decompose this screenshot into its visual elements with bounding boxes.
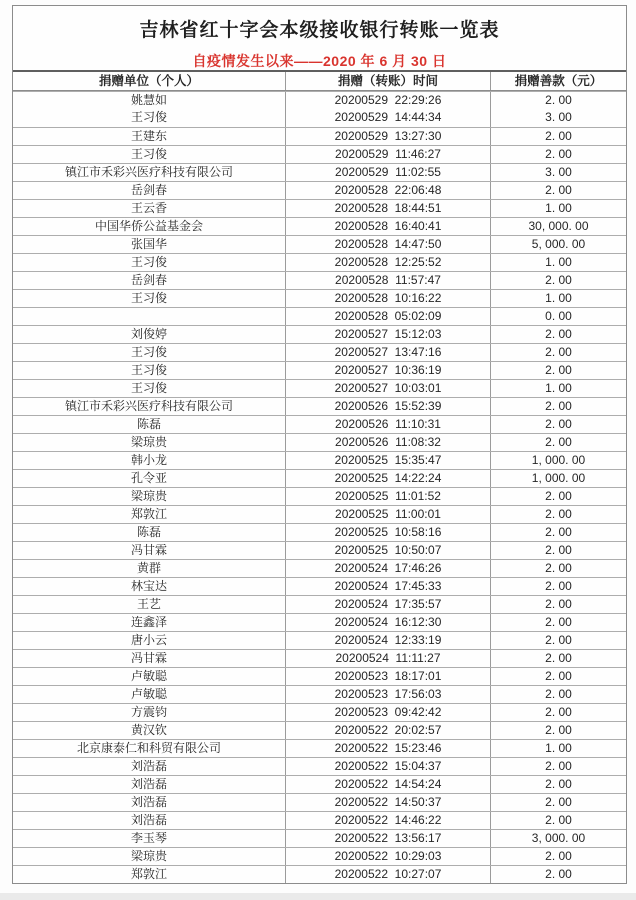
amount-cell: 2. 00	[545, 705, 572, 719]
amount-cell: 3. 00	[545, 165, 572, 179]
donor-cell: 陈磊	[13, 524, 286, 541]
amount-cell: 2. 00	[545, 273, 572, 287]
amount-cell: 2. 00	[545, 759, 572, 773]
amount-cell: 2. 00	[545, 345, 572, 359]
donor-cell: 黄汉钦	[13, 722, 286, 739]
time-cell: 20200524 17:45:33	[286, 578, 491, 595]
donor-cell: 刘俊婷	[13, 326, 286, 343]
donor-cell: 方震钧	[13, 704, 286, 721]
time-cell: 20200526 11:10:31	[286, 416, 491, 433]
time-cell: 20200524 12:33:19	[286, 632, 491, 649]
donor-cell: 刘浩磊	[13, 794, 286, 811]
table-row	[13, 865, 626, 883]
time-cell: 20200527 10:03:01	[286, 380, 491, 397]
table-row	[13, 145, 626, 163]
table-row	[13, 577, 626, 595]
donor-cell: 姚慧如	[13, 92, 286, 109]
table-row	[13, 307, 626, 325]
table-row	[13, 595, 626, 613]
time-cell: 20200522 15:23:46	[286, 740, 491, 757]
time-cell: 20200524 17:46:26	[286, 560, 491, 577]
amount-cell: 30, 000. 00	[528, 219, 589, 233]
donor-cell: 连鑫泽	[13, 614, 286, 631]
table-row	[13, 721, 626, 739]
table-row	[13, 127, 626, 145]
amount-cell: 2. 00	[545, 777, 572, 791]
time-cell: 20200522 15:04:37	[286, 758, 491, 775]
time-cell: 20200525 14:22:24	[286, 470, 491, 487]
amount-cell: 2. 00	[545, 93, 572, 107]
page-bottom-strip	[0, 893, 636, 900]
amount-cell: 2. 00	[545, 597, 572, 611]
page-subtitle: 自疫情发生以来——2020 年 6 月 30 日	[192, 53, 447, 69]
amount-cell: 2. 00	[545, 399, 572, 413]
title-area	[13, 6, 626, 70]
table-row	[13, 829, 626, 847]
time-cell: 20200528 11:57:47	[286, 272, 491, 289]
donor-cell: 王习俊	[13, 146, 286, 163]
amount-cell: 2. 00	[545, 579, 572, 593]
donor-cell: 孔令亚	[13, 470, 286, 487]
amount-cell: 2. 00	[545, 651, 572, 665]
donor-cell: 林宝达	[13, 578, 286, 595]
table-row	[13, 397, 626, 415]
time-cell: 20200527 15:12:03	[286, 326, 491, 343]
donor-cell: 郑敦江	[13, 506, 286, 523]
amount-cell: 0. 00	[545, 309, 572, 323]
amount-cell: 2. 00	[545, 849, 572, 863]
donor-cell: 黄群	[13, 560, 286, 577]
time-cell: 20200528 22:06:48	[286, 182, 491, 199]
time-cell: 20200524 11:11:27	[286, 650, 491, 667]
amount-cell: 2. 00	[545, 327, 572, 341]
table-row	[13, 469, 626, 487]
time-cell: 20200528 16:40:41	[286, 218, 491, 235]
donor-cell: 北京康泰仁和科贸有限公司	[13, 740, 286, 757]
table-row	[13, 739, 626, 757]
donation-table-box	[12, 5, 627, 884]
donor-cell: 王建东	[13, 128, 286, 145]
donor-cell: 郑敦江	[13, 866, 286, 883]
donor-cell: 王云香	[13, 200, 286, 217]
time-cell: 20200522 20:02:57	[286, 722, 491, 739]
table-row	[13, 235, 626, 253]
table-row	[13, 649, 626, 667]
donor-cell: 冯甘霖	[13, 650, 286, 667]
amount-cell: 2. 00	[545, 417, 572, 431]
table-header-row	[13, 72, 626, 91]
table-row	[13, 415, 626, 433]
table-row	[13, 289, 626, 307]
table-row	[13, 163, 626, 181]
time-cell: 20200527 13:47:16	[286, 344, 491, 361]
amount-cell: 2. 00	[545, 183, 572, 197]
donor-cell: 王习俊	[13, 344, 286, 361]
amount-cell: 1. 00	[545, 201, 572, 215]
donation-table	[13, 70, 626, 883]
donor-cell: 张国华	[13, 236, 286, 253]
table-row	[13, 91, 626, 109]
table-row	[13, 757, 626, 775]
time-cell: 20200529 22:29:26	[286, 92, 491, 109]
donor-cell: 梁琼贵	[13, 488, 286, 505]
time-cell: 20200525 15:35:47	[286, 452, 491, 469]
time-cell: 20200524 17:35:57	[286, 596, 491, 613]
time-cell: 20200529 14:44:34	[286, 109, 491, 127]
table-row	[13, 217, 626, 235]
amount-cell: 3. 00	[545, 110, 572, 124]
table-row	[13, 559, 626, 577]
donor-cell: 唐小云	[13, 632, 286, 649]
amount-cell: 1. 00	[545, 291, 572, 305]
table-row	[13, 811, 626, 829]
amount-cell: 2. 00	[545, 561, 572, 575]
time-cell: 20200523 18:17:01	[286, 668, 491, 685]
amount-cell: 2. 00	[545, 543, 572, 557]
amount-cell: 1. 00	[545, 381, 572, 395]
amount-cell: 2. 00	[545, 147, 572, 161]
donor-cell: 刘浩磊	[13, 812, 286, 829]
amount-cell: 2. 00	[545, 129, 572, 143]
table-row	[13, 847, 626, 865]
table-row	[13, 109, 626, 127]
amount-cell: 2. 00	[545, 633, 572, 647]
donor-cell: 岳剑春	[13, 272, 286, 289]
donor-cell: 王习俊	[13, 362, 286, 379]
time-cell: 20200522 10:27:07	[286, 866, 491, 883]
table-row	[13, 361, 626, 379]
amount-cell: 1. 00	[545, 255, 572, 269]
time-cell: 20200523 09:42:42	[286, 704, 491, 721]
table-row	[13, 271, 626, 289]
table-body	[13, 91, 626, 883]
time-cell: 20200528 12:25:52	[286, 254, 491, 271]
time-cell: 20200529 11:46:27	[286, 146, 491, 163]
table-row	[13, 181, 626, 199]
table-row	[13, 325, 626, 343]
time-cell: 20200522 10:29:03	[286, 848, 491, 865]
table-row	[13, 667, 626, 685]
time-cell: 20200522 14:54:24	[286, 776, 491, 793]
time-cell: 20200523 17:56:03	[286, 686, 491, 703]
amount-cell: 2. 00	[545, 525, 572, 539]
donor-cell: 梁琼贵	[13, 434, 286, 451]
table-row	[13, 343, 626, 361]
donor-cell: 镇江市禾彩兴医疗科技有限公司	[13, 398, 286, 415]
page-title: 吉林省红十字会本级接收银行转账一览表	[139, 20, 500, 41]
table-row	[13, 703, 626, 721]
time-cell: 20200528 10:16:22	[286, 290, 491, 307]
time-cell: 20200526 11:08:32	[286, 434, 491, 451]
amount-cell: 2. 00	[545, 795, 572, 809]
amount-cell: 2. 00	[545, 615, 572, 629]
time-cell: 20200522 14:50:37	[286, 794, 491, 811]
donor-cell: 中国华侨公益基金会	[13, 218, 286, 235]
donor-cell: 卢敏聪	[13, 668, 286, 685]
amount-cell: 1, 000. 00	[531, 453, 586, 467]
amount-cell: 1. 00	[545, 741, 572, 755]
table-row	[13, 793, 626, 811]
table-row	[13, 433, 626, 451]
donor-cell: 王习俊	[13, 380, 286, 397]
time-cell: 20200528 05:02:09	[286, 308, 491, 325]
table-row	[13, 253, 626, 271]
header-amount: 捐赠善款（元）	[514, 74, 603, 88]
time-cell: 20200525 11:01:52	[286, 488, 491, 505]
amount-cell: 1, 000. 00	[531, 471, 586, 485]
time-cell: 20200522 14:46:22	[286, 812, 491, 829]
donor-cell: 梁琼贵	[13, 848, 286, 865]
donor-cell: 刘浩磊	[13, 776, 286, 793]
table-row	[13, 487, 626, 505]
donor-cell: 王习俊	[13, 290, 286, 307]
table-row	[13, 199, 626, 217]
time-cell: 20200528 14:47:50	[286, 236, 491, 253]
amount-cell: 2. 00	[545, 867, 572, 881]
table-row	[13, 505, 626, 523]
amount-cell: 2. 00	[545, 669, 572, 683]
amount-cell: 2. 00	[545, 435, 572, 449]
table-row	[13, 541, 626, 559]
time-cell: 20200522 13:56:17	[286, 830, 491, 847]
amount-cell: 5, 000. 00	[531, 237, 586, 251]
donor-cell: 岳剑春	[13, 182, 286, 199]
time-cell: 20200526 15:52:39	[286, 398, 491, 415]
time-cell: 20200528 18:44:51	[286, 200, 491, 217]
time-cell: 20200525 11:00:01	[286, 506, 491, 523]
time-cell: 20200527 10:36:19	[286, 362, 491, 379]
amount-cell: 2. 00	[545, 507, 572, 521]
amount-cell: 2. 00	[545, 813, 572, 827]
donor-cell: 刘浩磊	[13, 758, 286, 775]
donor-cell: 李玉琴	[13, 830, 286, 847]
amount-cell: 2. 00	[545, 687, 572, 701]
table-row	[13, 451, 626, 469]
donor-cell: 卢敏聪	[13, 686, 286, 703]
donor-cell: 王习俊	[13, 254, 286, 271]
donor-cell: 王艺	[13, 596, 286, 613]
donor-cell: 冯甘霖	[13, 542, 286, 559]
table-row	[13, 775, 626, 793]
time-cell: 20200525 10:50:07	[286, 542, 491, 559]
donor-cell: 韩小龙	[13, 452, 286, 469]
table-row	[13, 523, 626, 541]
header-donor: 捐赠单位（个人）	[13, 72, 286, 90]
time-cell: 20200529 11:02:55	[286, 164, 491, 181]
amount-cell: 2. 00	[545, 363, 572, 377]
donor-cell: 镇江市禾彩兴医疗科技有限公司	[13, 164, 286, 181]
amount-cell: 2. 00	[545, 489, 572, 503]
donor-cell: 王习俊	[13, 109, 286, 127]
table-row	[13, 631, 626, 649]
amount-cell: 3, 000. 00	[531, 831, 586, 845]
donor-cell	[13, 308, 286, 325]
table-row	[13, 613, 626, 631]
time-cell: 20200529 13:27:30	[286, 128, 491, 145]
table-row	[13, 685, 626, 703]
time-cell: 20200524 16:12:30	[286, 614, 491, 631]
header-time: 捐赠（转账）时间	[286, 72, 491, 90]
donor-cell: 陈磊	[13, 416, 286, 433]
amount-cell: 2. 00	[545, 723, 572, 737]
time-cell: 20200525 10:58:16	[286, 524, 491, 541]
table-row	[13, 379, 626, 397]
